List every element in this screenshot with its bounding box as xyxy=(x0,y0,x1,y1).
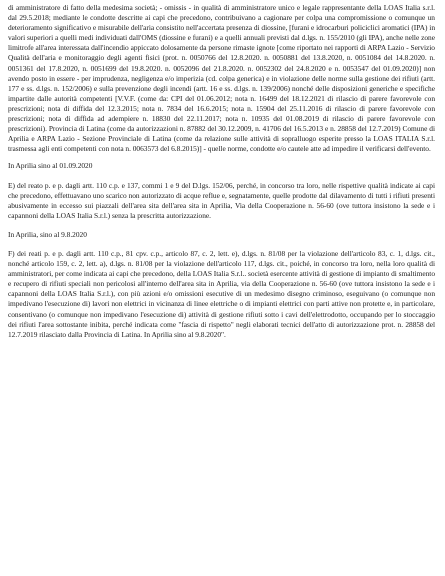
spacer xyxy=(8,172,435,181)
spacer xyxy=(8,221,435,230)
paragraph-charge-f: F) dei reati p. e p. dagli artt. 110 c.p., 81 cpv. c.p., articolo 87, c. 2, lett. e), d.lgs. n. 81/08 per la violazione dell'articolo 83, c. 1, d.lgs. cit., nonché articolo 159, c. 2, lett. a), d.lgs. n. 81/08 per la violazione dell'articolo 117, d.lgs. cit., poiché, in concorso tra loro, nella loro qualità di amministratori, per come indicata ai capi che precedono, della LOAS Italia S.r.l.. società esercente attività di gestione di impianto di smaltimento e recupero di rifiuti speciali non pericolosi all'interno dell'area sita in Aprilia, via della Cooperazione n. 56-60 (ove tuttora insistono la sede e i capannoni della LOAS Italia S.r.l.), con più azioni e/o omissioni esecutive di un medesimo disegno criminoso, eseguivano (o comunque non impedivano l'esecuzione di) lavori non elettrici in vicinanza di linee elettriche o di impianti elettrici con parti attive non protette e, in particolare, consentivano (o comunque non impedivano l'esecuzione di) attività di gestione rifiuti sotto i cavi dell'elettrodotto, occupando per lo stoccaggio dei rifiuti l'area sottostante inibita, perché indicata come "fascia di rispetto" negli elaborati tecnici dell'atto di autorizzazione prot. n. 28858 del 12.7.2019 rilasciato dalla Provincia di Latina. In Aprilia sino al 9.8.2020". xyxy=(8,248,435,339)
date-line-1: In Aprilia sino al 01.09.2020 xyxy=(8,161,93,171)
paragraph-charge-e: E) del reato p. e p. dagli artt. 110 c.p. e 137, commi 1 e 9 del D.lgs. 152/06, perché, in concorso tra loro, nelle rispettive qualità indicate ai capi che precedono, effettuavano uno scarico non autorizzato di acque reflue e, segnatamente, quelle prodotte dal dilavamento di tutti i rifiuti presenti abusivamente in eccesso sui piazzali dell'area sita dell'area sita in Aprilia, Via della Cooperazione n. 56-60 (ove tuttora insistono la sede e i capannoni della LOAS Italia S.r.l.) senza la prescritta autorizzazione. xyxy=(8,180,435,220)
date-line-2: In Aprilia, sino al 9.8.2020 xyxy=(8,229,87,239)
paragraph-continuation: di amministratore di fatto della medesima società; - omissis - in qualità di amministratore unico e legale rappresentante della LOAS Italia s.r.l. dal 29.5.2018; mediante le condotte descritte ai capi che precedono, contribuivano a cagionare per colpa una compromissione o comunque un deterioramento significativo e misurabile dell'aria consistito nell'accertata presenza di diossine, [furani e idrocarburi policiclici aromatici (IPA) in valori superiori a quelli medi individuati dall'OMS (diossine e furani) e a quelli annuali previsti dal d.lgs. n. 155/2010 (gli IPA), anche nelle zone limitrofe all'area interessata dall'incendio appiccato dolosamente da persone rimaste ignote [come riportato nei rapporti di ARPA Lazio - Servizio Qualità dell'aria e monitoraggio degli agenti fisici (prot. n. 0050766 del 12.8.2020. n. 0050881 del 13.8.2020, n. 0051084 del 14.8.2020. n. 0051361 del 17.8.2020, n. 0051699 del 19.8.2020. n. 0052096 del 21.8.2020. n. 0052302 del 24.8.2020 e n. 0053547 del 01.09.2020)] non avendo posto in essere - per imprudenza, negligenza e/o imperizia (cd. colpa generica) e in violazione delle norme sulla gestione dei rifiuti (artt. 177 e ss. d.lgs. n. 152/2006) e sulla prevenzione degli incendi (artt. 16 e ss. d.lgs. n. 139/2006) nonché delle disposizioni generiche e specifiche impartite dalle autorità competenti [V.V.F. (come da: CPI del 01.06.2012; nota n. 16499 del 18.12.2021 di rilascio di parere favorevole con prescrizioni; nota di diffida del 12.3.2015; nota n. 7834 del 16.6.2015; nota n. 15904 del 25.11.2016 di rilascio di parere favorevole con prescrizioni; nota di diffida ad adempiere n. 18830 del 22.11.2017; nota n. 10935 del 01.08.2019 di rilascio di parere favorevole con prescrizioni). Provincia di Latina (come da autorizzazioni n. 87882 del 30.12.2009, n. 41706 del 16.5.2013 e n. 28858 del 12.7.2019) Comune di Aprilia e ARPA Lazio - Sezione Provinciale di Latina (come da relazione sulle attività di sopralluogo esperite presso la LOAS ITALIA S.r.l. trasmessa agli enti competenti con nota n. 0063573 del 6.8.2015)] - quelle norme, condotte e/o cautele atte ad impedire il verificarsi dell'evento. xyxy=(8,3,435,154)
spacer xyxy=(8,154,435,161)
spacer xyxy=(8,240,435,249)
